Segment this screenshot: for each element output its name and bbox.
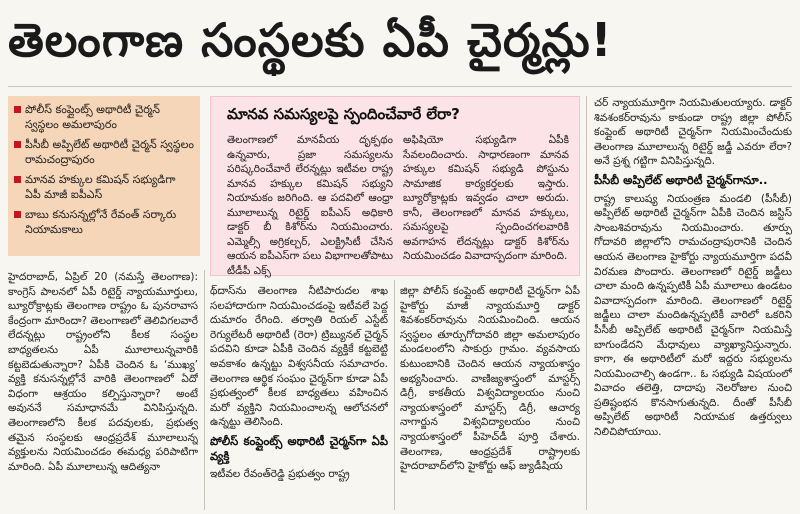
article-subhead: పోలీస్ కంప్లైంట్స్ అథారిటీ చైర్మన్‌గా ఏపీ వ్యక్తి — [210, 433, 388, 463]
article-column-2 — [210, 284, 388, 512]
highlight-item — [14, 207, 194, 237]
article-paragraph: థ్‌దాస్‌ను తెలంగాణ నీటిపారుదల శాఖ సలహాదారుగా నియమించడంపై ఇటీవలే పెద్ద దుమారం రేగింది. తర్వాతి రియల్ ఎస్టేట్ రెగ్యులేటరీ అథారిటీ (రెరా) ట్రిబ్యునల్ చైర్మన్ పదవిని కూడా ఏపీకి చెందిన వ్యక్తికే కట్టబెట్టి అవకాశం ఉన్నట్టు విశ్వసనీయ సమాచారం. తెలంగాణ ఆర్థిక సంఘం చైర్మన్‌గా కూడా ఏపీ ప్రభుత్వంలో కీలక బాధ్యతలు వహించిన మరో వ్యక్తిని నియమించాలన్న ఆలోచనలో ఉన్నట్టు తెలిసింది. — [210, 285, 388, 429]
sidebar-story-col-1: తెలంగాణలో మానవీయ దృక్పథం ఉన్నవారు, ప్రజా సమస్యలను పరిష్కరించేవారే లేరన్నట్లు ఇటీవల రాష్ట్ర మానవ హక్కుల కమిషన్ సభ్యుని నియామకం జరిగింది. ఆ పదవిలో ఆంధ్రా మూలాలున్న రిటైర్డ్ ఐపీఎస్ అధికారి డాక్టర్ బీ కిశోర్‌ను నియమించారు. ఎమ్మెల్సీ అగ్రికల్చర్, ఎలక్ట్రిసిటీ చేసిన ఆయన ఐపీఎస్‌గా పలు విభాగాలతోపాటు టీడీపీ ఎక్స్ — [227, 134, 393, 277]
article-paragraph: రాష్ట్ర కాలుష్య నియంత్రణ మండలి (పీసీబీ) అప్పిలేట్ అథారిటీ చైర్మన్‌గా ఏపీకి చెందిన జస్టిస్ సాంబశివరావును నియమించారు. తూర్పు గోదావరి జిల్లాలోని రామచంద్రాపురానికి చెందిన ఆయన తెలంగాణ హైకోర్టు న్యాయమూర్తిగా పదవీ విరమణ పొందారు. తెలంగాణలో రిటైర్డ్ జడ్జీలు చాలా మంది ఉన్నప్పటికీ ఏపీ మూలాలు ఉండటం వివాదాస్పదంగా మారింది. తెలంగాణలో రిటైర్డ్ జడ్జీలు చాలా మందిఉన్నప్పటికీ వారిలో ఒకరిని పీసీబీ అప్పిలేట్ అథారిటీ చైర్మన్‌గా నియమిస్తే బాగుండేదని మేధావులు వ్యాఖ్యానిస్తున్నారు. కాగా, ఈ అథారిటీలో మరో ఇద్దరు సభ్యులను నియమించాల్సి ఉండగా.. ఓ సభ్యుడి విషయంలో వివాదం తలెత్తి, దాదాపు నెలరోజుల నుంచి ప్రతిష్టంభన కొనసాగుతున్నది. దీంతో పీసీబీ అప్పిలేట్ అథారిటీ నియామక ఉత్తర్వులు నిలిచిపోయాయి. — [594, 192, 792, 439]
highlight-item — [14, 102, 194, 132]
article-paragraph: జిల్లా పోలీస్ కంప్లైంట్ అథారిటీ చైర్మన్‌గా ఏపీ హైకోర్టు మాజీ న్యాయమూర్తి డాక్టర్ శివశంకర్‌రావును నియమించింది. ఆయన స్వస్థలం తూర్పుగోదావరి జిల్లా అమలాపురం మండలంలోని సాకుర్రు గ్రామం. వ్యవసాయ కుటుంబానికి చెందిన ఆయన న్యాయశాస్త్రం అభ్యసించారు. వాణిజ్యశాస్త్రంలో మాస్టర్స్ డిగ్రీ, కాకతీయ విశ్వవిద్యాలయం నుంచి న్యాయశాస్త్రంలో మాస్టర్స్ డిగ్రీ, ఆచార్య నాగార్జున విశ్వవిద్యాలయం నుంచి న్యాయశాస్త్రంలో పీహెచ్‌డీ పూర్తి చేశారు. తెలంగాణ, ఆంధ్రప్రదేశ్ రాష్ట్రాలకు హైదరాబాద్‌లోని హైకోర్టు ఆఫ్ జ్యుడీషియ — [400, 285, 580, 473]
highlight-text: పీసీబీ అప్పిలేట్ అథారిటీ చైర్మన్ స్వస్థలం రామచంద్రాపురం — [25, 138, 194, 166]
sidebar-story-columns — [211, 133, 579, 278]
column-divider — [586, 96, 587, 510]
bullet-square-icon — [14, 211, 21, 218]
article-column-4 — [594, 96, 792, 510]
headline: తెలంగాణ సంస్థలకు ఏపీ చైర్మన్లు! — [8, 13, 613, 67]
article-column-1 — [8, 270, 198, 510]
highlight-item — [14, 172, 194, 202]
section-divider — [8, 86, 792, 87]
column-divider — [204, 270, 205, 510]
highlight-text: పోలీస్ కంప్లైంట్స్ అథారిటీ చైర్మన్ స్వస్థలం అమలాపురం — [25, 103, 160, 131]
sidebar-story-heading: మానవ సమస్యలపై స్పందించేవారే లేరా? — [227, 105, 460, 123]
article-paragraph: చర్ న్యాయమూర్తిగా నియమితులయ్యారు. డాక్టర్ శివశంకర్‌రావును కాకుండా రాష్ట్ర జిల్లా పోలీస్ కంప్లైంట్ అథారిటీ చైర్మన్‌గా నియమించేందుకు తెలంగాణ మూలాలున్న రిటైర్డ్ జడ్జీ ఎవరూ లేరా? అనే ప్రశ్న గట్టిగా వినిపిస్తున్నది. — [594, 97, 792, 168]
article-column-3 — [400, 284, 580, 512]
article-paragraph: హైదరాబాద్, ఏప్రిల్ 20 (నమస్తే తెలంగాణ): కాంగ్రెస్ పాలనలో ఏపీ రిటైర్డ్ న్యాయమూర్తులు, బ్యూరోక్రాట్లకు తెలంగాణ రాష్ట్రం ఓ పునరావాస కేంద్రంగా మారిందా? తెలంగాణలో తెలివిగలవారే లేదన్నట్లు రాష్ట్రంలోని కీలక సంస్థల బాధ్యతలను ఏపీ మూలాలున్నవారికి కట్టబెడుతున్నారా? ఏపీకి చెందిన ఓ ‘ముఖ్య’ వ్యక్తి కనుసన్నల్లోనే వారికి తెలంగాణలో ఏదో విధంగా ఆశ్రయం కల్పిస్తున్నారా? అంటే అవుననే సమాధానమే వినిపిస్తున్నది. తెలంగాణలోని కీలక పదవులకు, ప్రభుత్వ తమైన సంస్థలకు ఆంధ్రప్రదేశ్ మూలాలున్న వ్యక్తులను నియమించడం ఈమధ్య పరిపాటిగా మారింది. ఏపీ మూలాలున్న ఆదిత్యనా — [8, 271, 198, 473]
article-subhead: పీసీబీ అప్పిలేట్ అథారిటీ చైర్మన్‌గానూ.. — [594, 172, 768, 187]
highlight-text: బాబు కనుసన్నల్లోనే రేవంత్ సర్కారు నియామకాలు — [25, 208, 177, 236]
bullet-square-icon — [14, 106, 21, 113]
highlight-item — [14, 137, 194, 167]
highlight-text: మానవ హక్కుల కమిషన్ సభ్యుడిగా ఏపీ మాజీ ఐపీఎస్ — [25, 173, 176, 201]
sidebar-story-col-2: అఫిషియో సభ్యుడిగా ఏపీకి సేవలందించారు. సాధారణంగా మానవ హక్కుల కమిషన్ సభ్యుడి పోస్టును సామాజిక కార్యకర్తలకు ఇస్తారు. బ్యూరోక్రాట్లకు ఇవ్వడం చాలా అరుదు. కానీ, తెలంగాణలో మానవ హక్కులు, సమస్యలపై స్పందించగలవారికి అవగాహన లేదన్నట్లు డాక్టర్ కిశోర్‌ను నియమించడం వివాదాస్పదంగా మారింది. — [403, 134, 569, 262]
bullet-square-icon — [14, 141, 21, 148]
highlights-box — [8, 96, 200, 256]
sidebar-story-box — [210, 96, 580, 276]
article-paragraph: ఇటీవల రేవంత్‌రెడ్డి ప్రభుత్వం రాష్ట్ర — [210, 468, 350, 481]
bullet-square-icon — [14, 176, 21, 183]
column-divider — [394, 280, 395, 510]
